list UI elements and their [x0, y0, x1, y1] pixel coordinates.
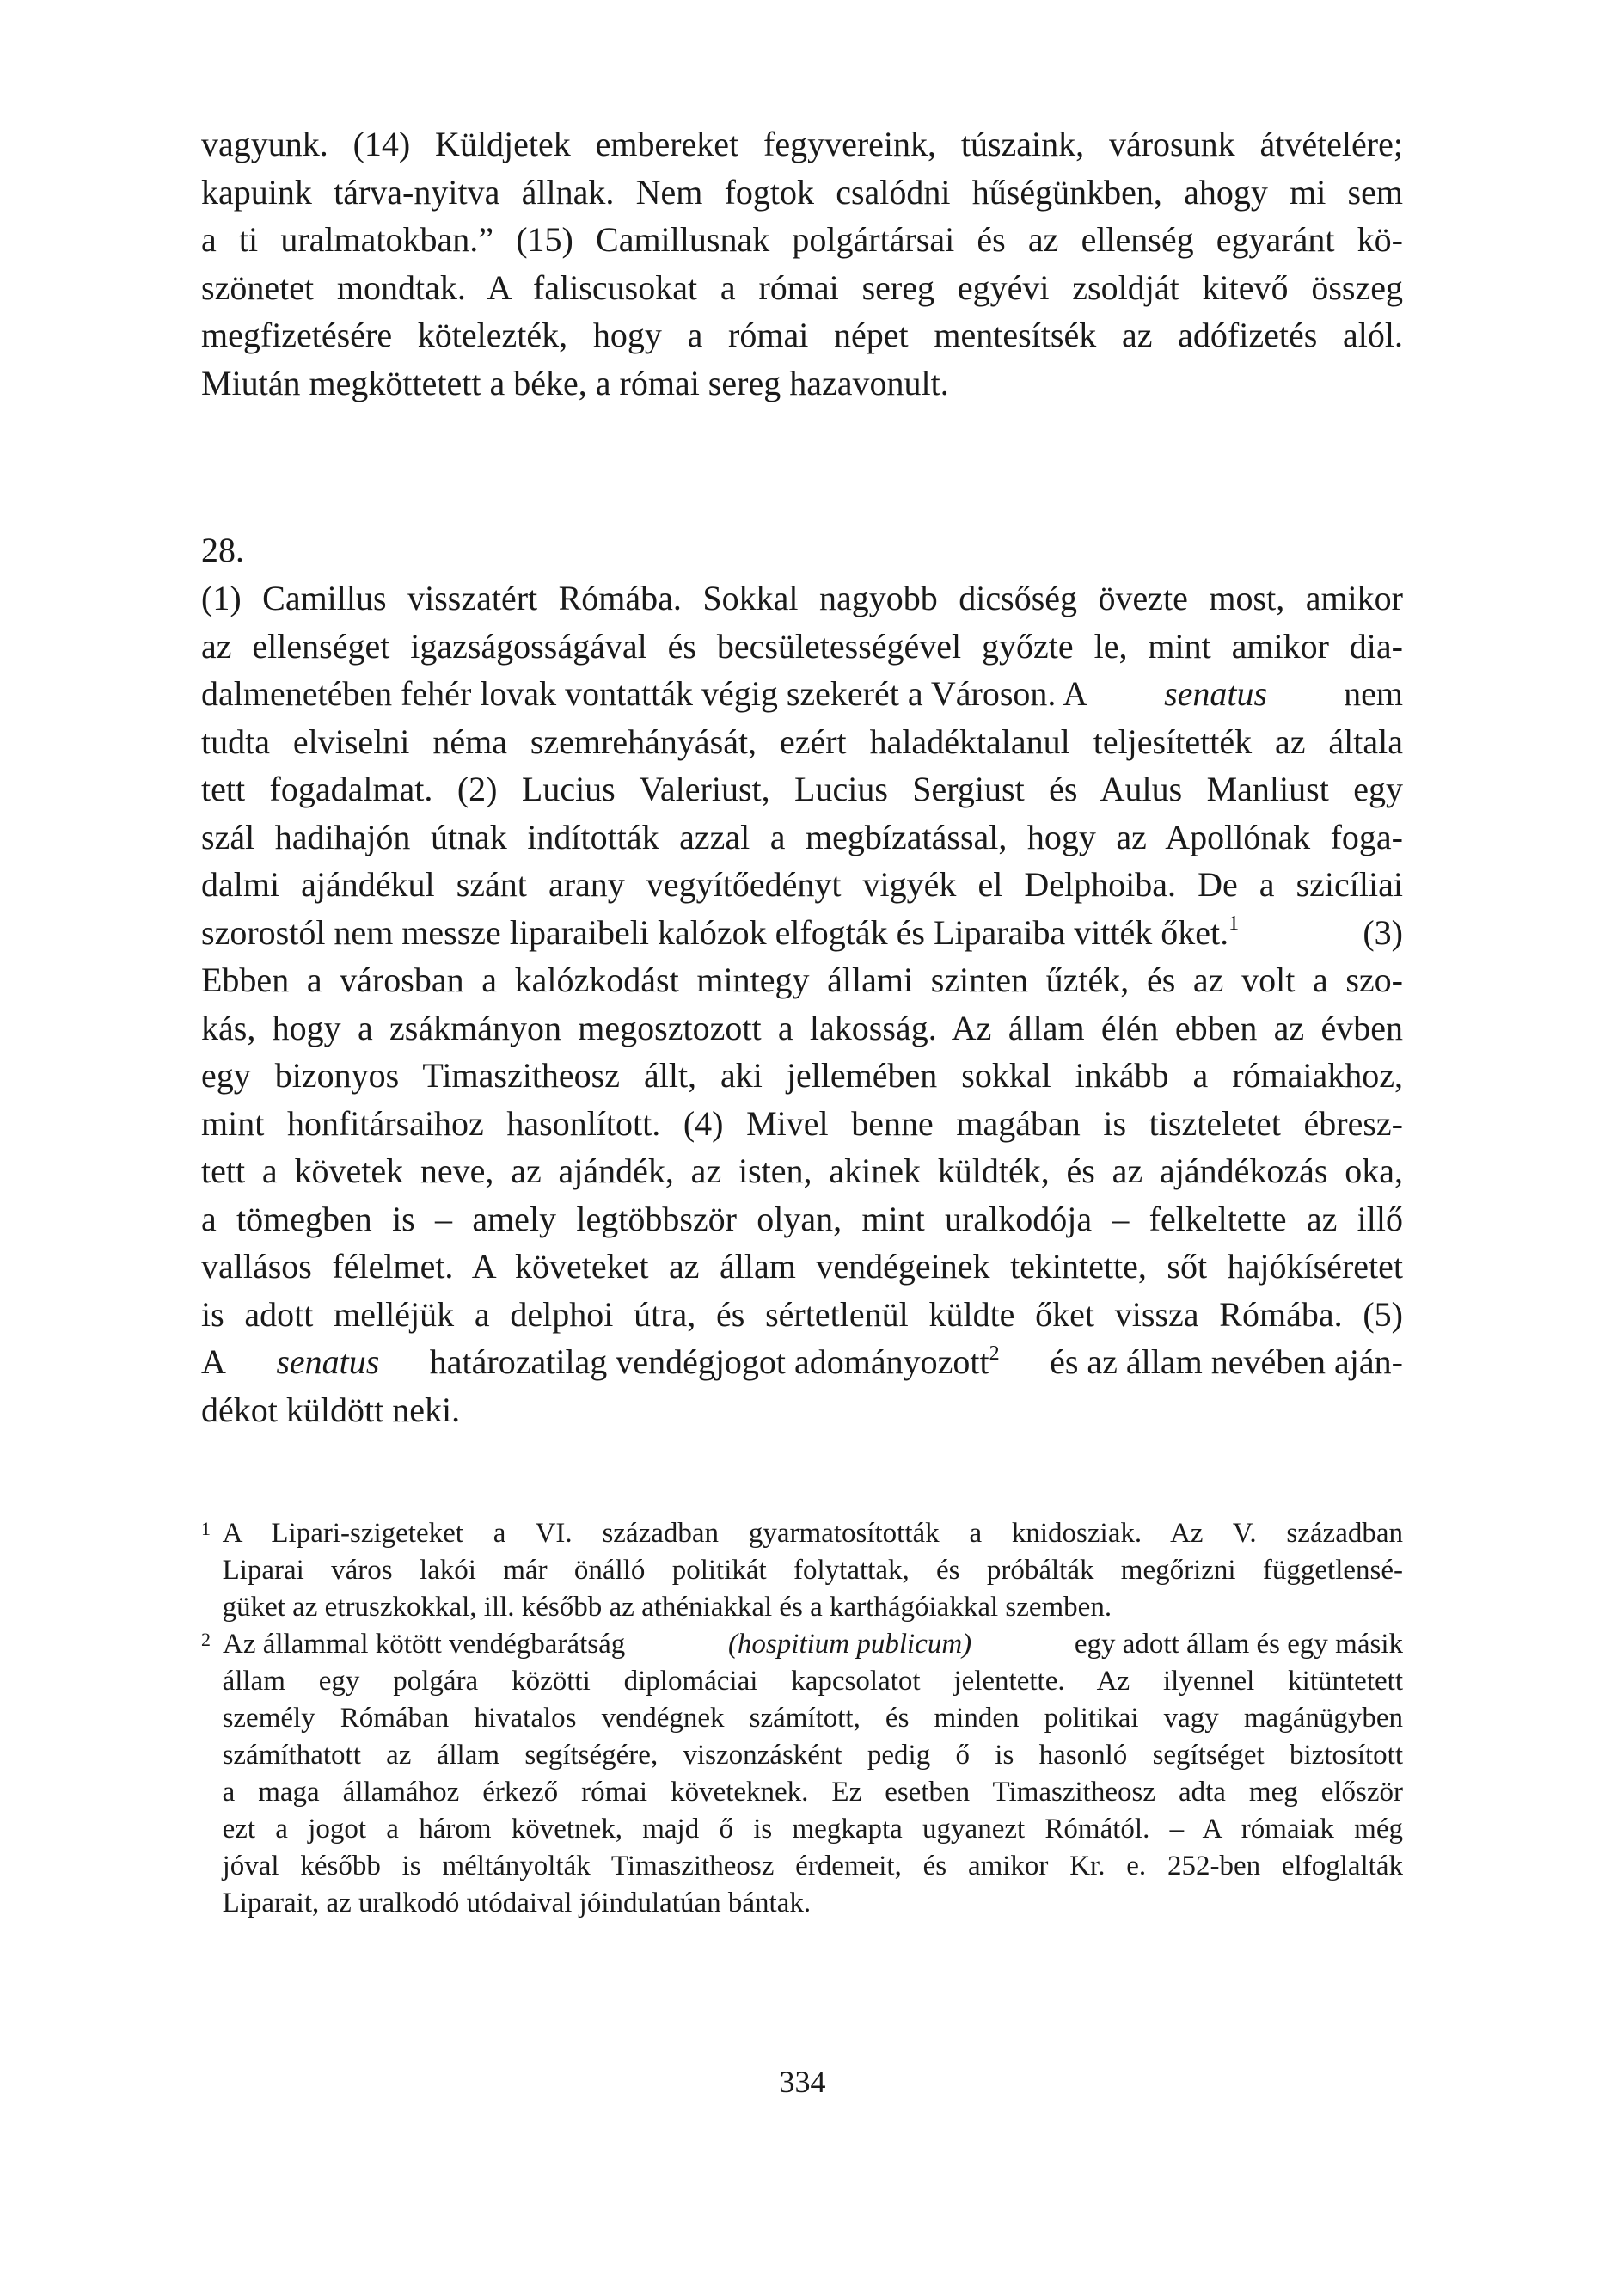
footnote-ref[interactable]: 1 [1228, 912, 1240, 936]
page-number: 334 [779, 2065, 826, 2099]
text-line: szorostól nem messze liparaibeli kalózok elfogták és Liparaiba vitték őket.$^1$ (3) [201, 912, 1403, 952]
text-line: A senatus határozatilag vendégjogot adományozott$^2$ és az állam nevében aján- [201, 1338, 1403, 1386]
text-line: Ebben a városban a kalózkodást mintegy állami szinten űzték, és az volt a szo- [201, 961, 1403, 999]
text-line: dékot küldött neki. [201, 1390, 461, 1429]
footnote-line: 1 A Lipari-szigeteket a VI. században gyarmatosították a knidosziak. Az V. században [201, 1515, 1403, 1552]
footnote-line: jóval később is méltányolták Timaszitheosz érdemeit, és amikor Kr. e. 252-ben elfoglalták [222, 1851, 1403, 1882]
opening-paragraph [201, 120, 1403, 407]
text-line: kás, hogy a zsákmányon megosztozott a lakosság. Az állam élén ebben az évben [201, 1008, 1403, 1047]
text-line: tett fogadalmat. (2) Lucius Valeriust, Lucius Sergiust és Aulus Manliust egy [201, 770, 1403, 808]
italic-term: (hospitium publicum) [727, 1629, 972, 1660]
text-line: megfizetésére kötelezték, hogy a római népet mentesítsék az adófizetés alól. [201, 316, 1403, 354]
text-line: kapuink tárva-nyitva állnak. Nem fogtok csalódni hűségünkben, ahogy mi sem [201, 172, 1403, 212]
footnote-line: 2 Az állammal kötött vendégbarátság (hospitium publicum) egy adott állam és egy másik [201, 1626, 1403, 1663]
text-line: dalmenetében fehér lovak vontatták végig szekerét a Városon. A senatus nem [201, 670, 1403, 718]
footnote-marker: 1 [201, 1518, 211, 1539]
footnote-line: a maga államához érkező római követeknek. Ez esetben Timaszitheosz adta meg először [222, 1777, 1403, 1808]
footnote-marker: 2 [201, 1629, 211, 1650]
text-line: szönetet mondtak. A faliscusokat a római sereg egyévi zsoldját kitevő összeg [201, 267, 1403, 307]
text-line: az ellenséget igazságosságával és becsületességével győzte le, mint amikor dia- [201, 626, 1403, 666]
footnote-2 [201, 1626, 1403, 1922]
text-line: tett a követek neve, az ajándék, az isten, akinek küldték, és az ajándékozás oka, [201, 1151, 1403, 1190]
footnote-1 [201, 1515, 1403, 1626]
text-line: mint honfitársaihoz hasonlított. (4) Mivel benne magában is tiszteletet ébresz- [201, 1103, 1403, 1143]
footnote-line: ezt a jogot a három követnek, majd ő is megkapta ugyanezt Rómától. – A rómaiak még [222, 1814, 1403, 1845]
text-line: (1) Camillus visszatért Rómába. Sokkal nagyobb dicsőség övezte most, amikor [201, 579, 1403, 617]
footnote-ref[interactable]: 2 [989, 1341, 1000, 1365]
text-line: szál hadihajón útnak indították azzal a megbízatással, hogy az Apollónak foga- [201, 817, 1403, 856]
text-line: a ti uralmatokban.” (15) Camillusnak polgártársai és az ellenség egyaránt kö- [201, 220, 1403, 259]
footnote-line: számíthatott az állam segítségére, viszonzásként pedig ő is hasonló segítséget biztosított [222, 1740, 1403, 1771]
text-line: vallásos félelmet. A követeket az állam vendégeinek tekintette, sőt hajókíséretet [201, 1247, 1403, 1286]
footnote-line: güket az etruszkokkal, ill. később az athéniakkal és a karthágóiakkal szemben. [222, 1592, 1112, 1623]
footnote-line: Liparai város lakói már önálló politikát folytattak, és próbálták megőrizni függetlensé- [222, 1555, 1403, 1586]
text-line: tudta elviselni néma szemrehányását, ezért haladéktalanul teljesítették az általa [201, 721, 1403, 761]
italic-term: senatus [1164, 674, 1268, 713]
text-line: vagyunk. (14) Küldjetek embereket fegyvereink, túszaink, városunk átvételére; [201, 125, 1403, 163]
text-line: a tömegben is – amely legtöbbször olyan, mint uralkodója – felkeltette az illő [201, 1199, 1403, 1238]
text-line: egy bizonyos Timaszitheosz állt, aki jellemében sokkal inkább a rómaiakhoz, [201, 1056, 1403, 1095]
text-line: Miután megköttetett a béke, a római sereg hazavonult. [201, 363, 949, 402]
footnote-line: személy Rómában hivatalos vendégnek számított, és minden politikai vagy magánügyben [222, 1703, 1403, 1734]
text-line: dalmi ajándékul szánt arany vegyítőedényt vigyék el Delphoiba. De a szicíliai [201, 865, 1403, 904]
footnote-line: Liparait, az uralkodó utódaival jóindulatúan bántak. [222, 1888, 812, 1918]
italic-term: senatus [276, 1342, 380, 1381]
section-number: 28. [201, 531, 244, 569]
footnote-line: állam egy polgára közötti diplomáciai kapcsolatot jelentette. Az ilyennel kitüntetett [222, 1666, 1403, 1697]
text-line: is adott melléjük a delphoi útra, és sértetlenül küldte őket vissza Rómába. (5) [201, 1294, 1403, 1334]
section-paragraph [201, 574, 1403, 1433]
